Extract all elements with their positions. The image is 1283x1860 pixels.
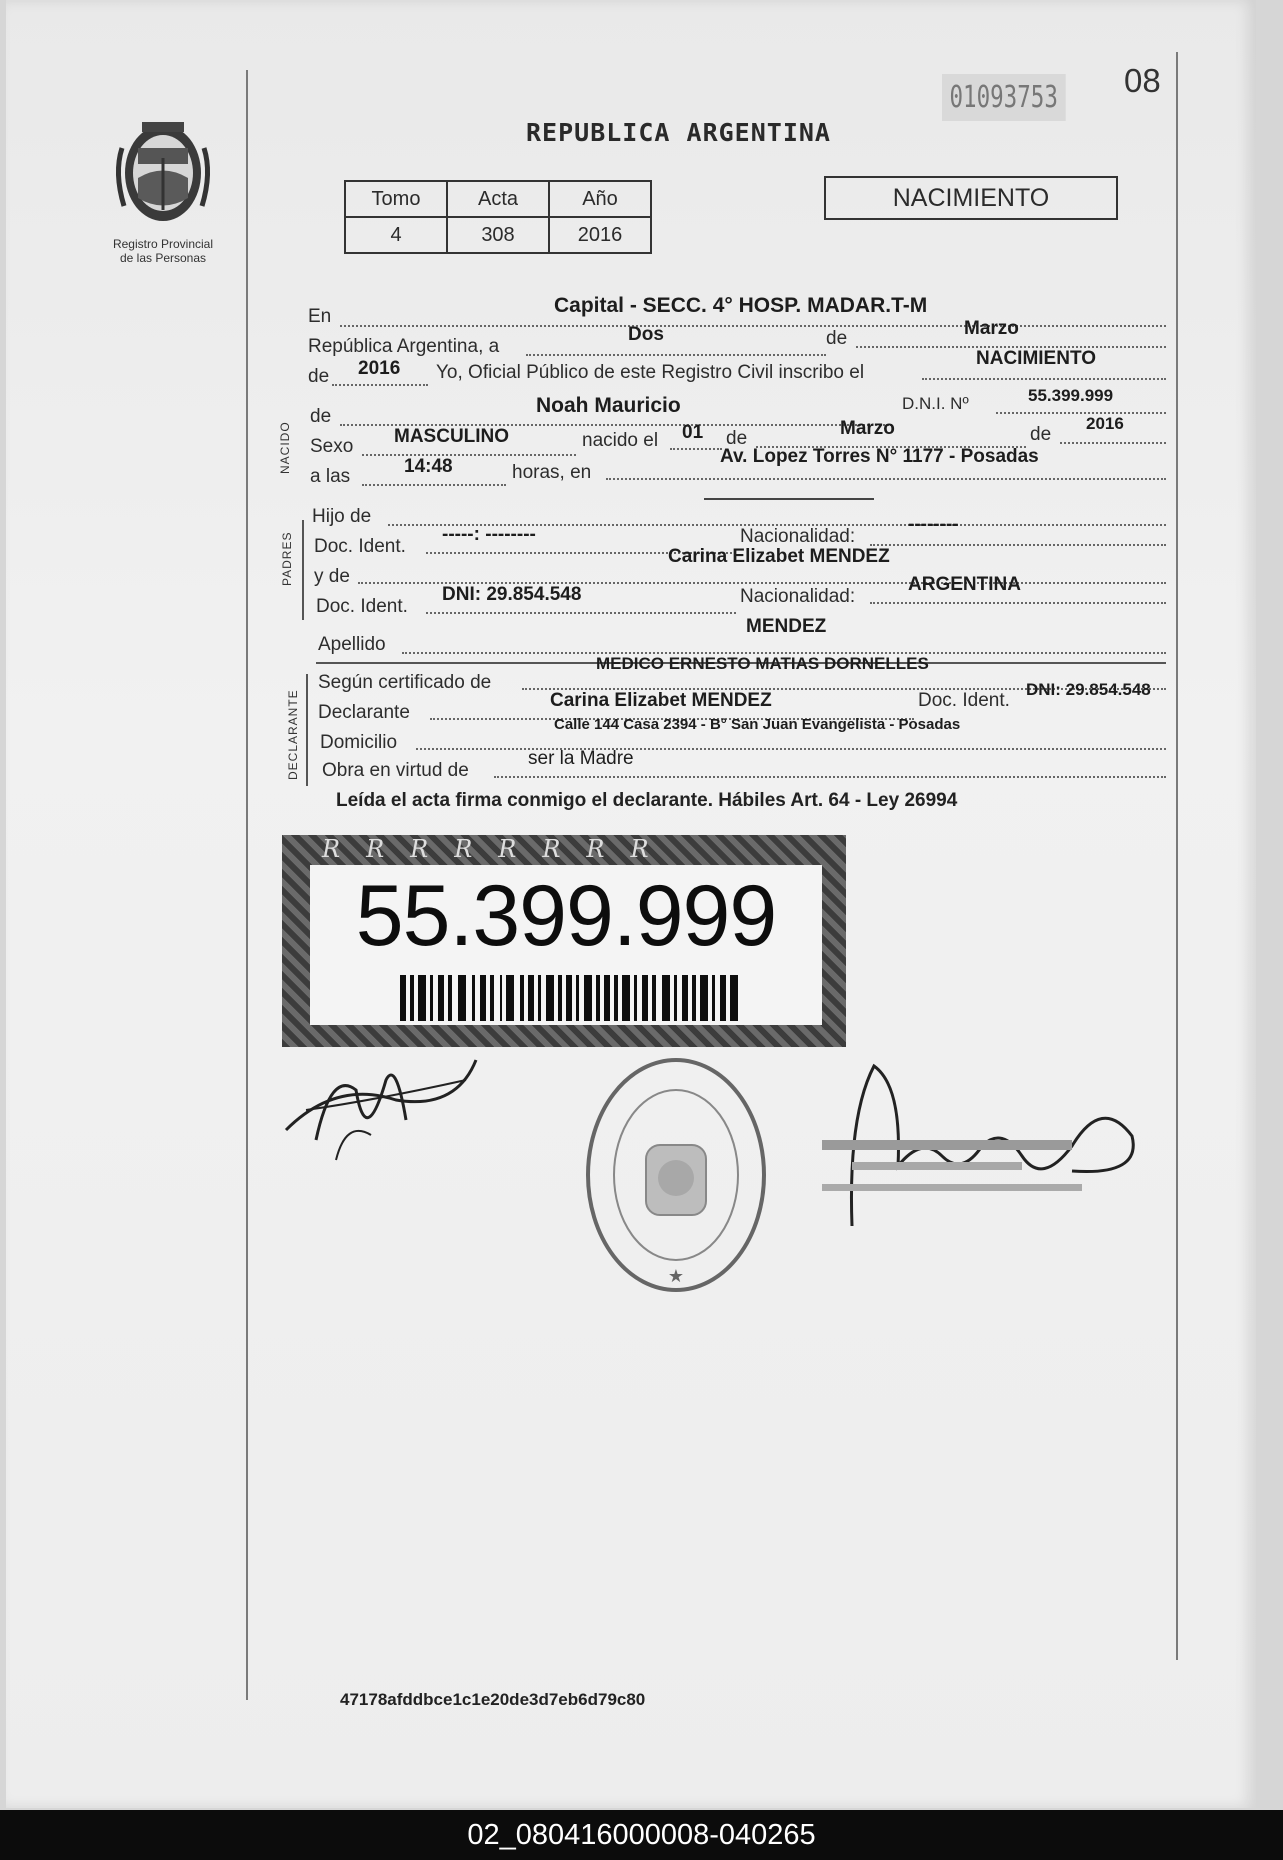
page-title: REPUBLICA ARGENTINA — [526, 118, 831, 147]
value-tipo: NACIMIENTO — [976, 348, 1096, 369]
label-nacionalidad-2: Nacionalidad: — [740, 586, 856, 607]
line-dni — [996, 412, 1166, 414]
separator-line — [704, 498, 874, 500]
value-hora: 14:48 — [404, 456, 453, 477]
label-y-de: y de — [314, 566, 350, 587]
sticker-pattern: RRRRRRRR — [322, 835, 675, 863]
label-de-name: de — [310, 406, 332, 427]
line-tipo — [922, 378, 1166, 380]
label-declarante: Declarante — [318, 702, 410, 723]
label-sexo: Sexo — [310, 436, 354, 457]
value-madre-nac: ARGENTINA — [908, 574, 1021, 595]
value-dia-nac: 01 — [682, 422, 704, 443]
serial-number: 01093753 — [942, 74, 1065, 121]
value-dni: 55.399.999 — [1028, 386, 1114, 405]
side-label-declarante: DECLARANTE — [286, 689, 300, 780]
label-doc-ident-2: Doc. Ident. — [316, 596, 408, 617]
label-obra: Obra en virtud de — [322, 760, 469, 781]
registry-table — [344, 180, 652, 254]
line-madre-doc — [426, 612, 736, 614]
registry-header-row — [345, 181, 651, 217]
left-signature-icon — [276, 1040, 486, 1170]
official-seal-icon — [576, 1050, 776, 1300]
label-yo-oficial: Yo, Oficial Público de este Registro Civil inscribo el — [436, 362, 865, 383]
label-de-birth-year: de — [1030, 424, 1052, 445]
label-doc-ident: Doc. Ident. — [314, 536, 406, 557]
line-anio-nac — [1060, 442, 1166, 444]
footer-code: 02_080416000008-040265 — [0, 1810, 1283, 1860]
value-mes-nac: Marzo — [840, 418, 895, 439]
dni-sticker — [282, 835, 846, 1047]
registry-header-anio: Año — [549, 181, 651, 217]
padres-bracket — [302, 520, 304, 620]
label-apellido: Apellido — [318, 634, 386, 655]
left-margin-line — [246, 70, 248, 1700]
label-de-year: de — [308, 366, 330, 387]
label-horas-en: horas, en — [512, 462, 592, 483]
value-domicilio: Calle 144 Casa 2394 - B° San Juan Evangelista - Posadas — [554, 716, 961, 733]
value-nombre: Noah Mauricio — [536, 394, 681, 417]
value-declarante-doc: DNI: 29.854.548 — [1026, 680, 1151, 699]
value-lugar: Capital - SECC. 4° HOSP. MADAR.T-M — [554, 294, 928, 317]
coat-of-arms-icon — [108, 118, 218, 228]
barcode-icon — [400, 975, 740, 1021]
logo-caption — [98, 237, 228, 265]
sticker-label — [310, 865, 822, 1025]
value-obra: ser la Madre — [528, 748, 634, 769]
value-declarante: Carina Elizabet MENDEZ — [550, 690, 772, 711]
value-padre-nac: -------- — [908, 514, 959, 535]
right-signature-icon — [812, 1056, 1142, 1236]
value-sexo: MASCULINO — [394, 426, 510, 447]
label-hijo-de: Hijo de — [312, 506, 372, 527]
registry-header-acta: Acta — [447, 181, 549, 217]
registry-header-tomo: Tomo — [345, 181, 447, 217]
value-lugar-nac: Av. Lopez Torres N° 1177 - Posadas — [720, 446, 1039, 467]
line-dia — [526, 354, 826, 356]
line-padre-nac — [870, 544, 1166, 546]
sticker-number: 55.399.999 — [355, 868, 777, 964]
value-anio: 2016 — [358, 358, 401, 379]
line-en — [340, 325, 1166, 327]
label-de-birth-month: de — [726, 428, 748, 449]
label-en: En — [308, 306, 332, 327]
registry-value-row — [345, 217, 651, 253]
document-hash: 47178afddbce1c1e20de3d7eb6d79c80 — [340, 1690, 646, 1709]
line-hora — [362, 484, 506, 486]
label-dni: D.N.I. Nº — [902, 394, 969, 413]
svg-text:★: ★ — [667, 1266, 685, 1286]
label-de-month: de — [826, 328, 848, 349]
logo-caption-line2: de las Personas — [119, 251, 207, 265]
line-lugar-nac — [606, 478, 1166, 480]
declarante-bracket — [306, 674, 308, 786]
registry-value-anio: 2016 — [549, 217, 651, 253]
label-segun: Según certificado de — [318, 672, 492, 693]
label-nacido-el: nacido el — [582, 430, 659, 451]
value-madre-doc: DNI: 29.854.548 — [442, 584, 582, 605]
line-dia-nac — [670, 448, 722, 450]
closing-statement: Leída el acta firma conmigo el declarante. Hábiles Art. 64 - Ley 26994 — [336, 790, 958, 811]
act-type-box: NACIMIENTO — [824, 176, 1118, 220]
side-label-padres: PADRES — [280, 531, 294, 586]
label-doc-ident-3: Doc. Ident. — [918, 690, 1010, 711]
page-number: 08 — [1124, 62, 1161, 99]
label-a-las: a las — [310, 466, 351, 487]
label-domicilio: Domicilio — [320, 732, 398, 753]
side-label-nacido: NACIDO — [278, 421, 292, 474]
value-anio-nac: 2016 — [1086, 414, 1124, 433]
value-apellido: MENDEZ — [746, 616, 827, 637]
value-dia: Dos — [628, 324, 664, 345]
registry-logo — [98, 118, 228, 265]
value-mes: Marzo — [964, 318, 1019, 339]
document-page — [6, 0, 1256, 1808]
registry-value-acta: 308 — [447, 217, 549, 253]
label-nacionalidad: Nacionalidad: — [740, 526, 856, 547]
value-padre-doc: -----: -------- — [442, 524, 536, 545]
line-madre-nac — [870, 602, 1166, 604]
line-anio — [332, 384, 428, 386]
label-republica: República Argentina, a — [308, 336, 500, 357]
right-margin-line — [1176, 52, 1178, 1660]
registry-value-tomo: 4 — [345, 217, 447, 253]
value-certificado: MEDICO ERNESTO MATIAS DORNELLES — [596, 654, 929, 673]
line-sexo — [362, 454, 576, 456]
line-obra — [494, 776, 1166, 778]
logo-caption-line1: Registro Provincial — [112, 237, 214, 251]
value-madre: Carina Elizabet MENDEZ — [668, 546, 890, 567]
